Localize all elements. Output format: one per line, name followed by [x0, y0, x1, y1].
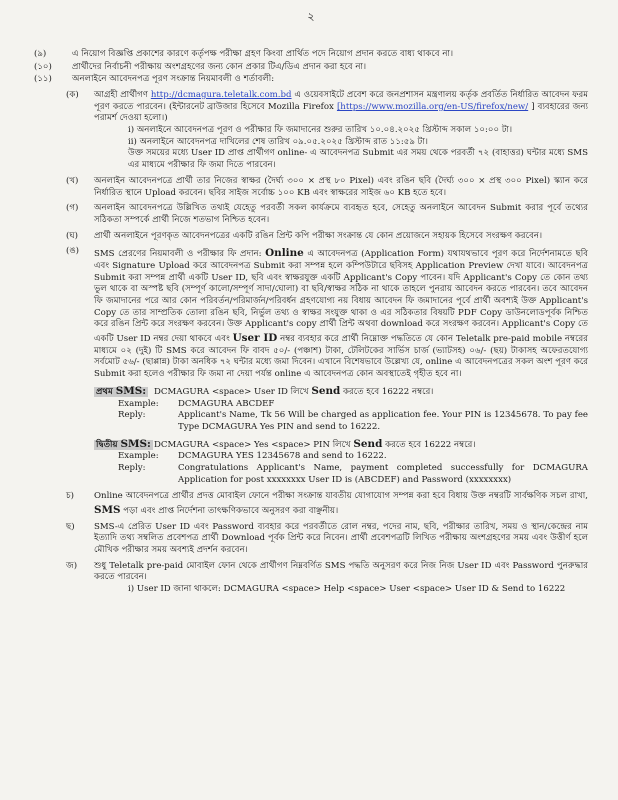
- list-item: [34, 62, 588, 74]
- section-label: (গ): [66, 203, 79, 214]
- section-label: জ): [66, 560, 78, 571]
- sms-rules-body-end: নম্বর ব্যবহার করে প্রার্থী নিম্নোক্ত পদ্ধতিতে যে কোন Teletalk pre-paid mobile নম্বরের মাধ্যমে ০২ (দুই) টি SMS করে আবেদন ফি বাবদ ৫০/- (পঞ্চাশ) টাকা, টেলিটকের সার্ভিস চার্জ (ভ্যাটসহ) ০৬/- (ছয়) টাকাসহ অফেরতযোগ্য সর্বমোট ৫৬/- (ছাপ্পান্ন) টাকা অনধিক ৭২ ঘন্টার মধ্যে জমা দিবেন। এখানে বিশেষভাবে উল্লেখ্য যে, online এ আবেদনপত্রের সকল অংশ পূরণ করে Submit করা হলেও পরীক্ষার ফি জমা না দেয়া পর্যন্ত online এ আবেদনপত্র কোন অবস্থাতেই গৃহীত হবে না।: [94, 334, 588, 380]
- first-sms-reply: Reply: Applicant's Name, Tk 56 Will be charged as application fee. Your PIN is 12345678. To pay fee Type DCMAGURA Yes PIN and send to 16222.: [118, 410, 588, 432]
- second-sms-format: DCMAGURA <space> Yes <space> PIN লিখে: [154, 439, 351, 450]
- user-id-recovery: i) User ID জানা থাকলে: DCMAGURA <space> Help <space> User <space> User ID & Send to 16222: [128, 584, 566, 595]
- sms-bold: SMS: [94, 504, 121, 517]
- section-ga: [34, 203, 588, 226]
- item-number: (১০): [34, 61, 52, 72]
- section-kha: [34, 176, 588, 199]
- second-sms-example: Example: DCMAGURA YES 12345678 and send to 16222.: [118, 451, 387, 462]
- section-text: অনলাইন আবেদনপত্রে প্রার্থী তার নিজের স্বাক্ষর (দৈর্ঘ্য ৩০০ × প্রস্থ ৮০ Pixel) এবং রঙিন ছবি (দৈর্ঘ্য ৩০০ × প্রস্থ ৩০০ Pixel) স্ক্যান করে নির্ধারিত স্থানে Upload করবেন। ছবির সাইজ সর্বোচ্চ ১০০ KB এবং স্বাক্ষরের সাইজ ৬০ KB হতে হবে।: [94, 175, 588, 198]
- section-ja: [34, 561, 588, 596]
- section-text: SMS-এ প্রেরিত User ID এবং Password ব্যবহার করে পরবর্তীতে রোল নম্বর, পদের নাম, ছবি, পরীক্ষার তারিখ, সময় ও স্থান/কেন্দ্রের নাম ইত্যাদি তথ্য সম্বলিত প্রবেশপত্র প্রার্থী Download পূর্বক প্রিন্ট করে নিবেন। প্রার্থী প্রবেশপত্রটি লিখিত পরীক্ষায় অংশগ্রহণের সময় এবং উত্তীর্ণ হলে মৌখিক পরীক্ষার সময় অবশ্যই প্রদর্শন করবেন।: [94, 521, 588, 556]
- section-uma: [34, 246, 588, 490]
- section-text: [94, 90, 588, 172]
- first-sms-label: প্রথম SMS:: [96, 384, 147, 397]
- item-text: এ নিয়োগ বিজ্ঞপ্তি প্রকাশের কারণে কর্তৃপক্ষ পরীক্ষা গ্রহণ কিংবা প্রার্থিত পদে নিয়োগ প্রদান করতে বাধ্য থাকবে না।: [72, 48, 454, 59]
- section-ka: [34, 90, 588, 172]
- section-chha: [34, 522, 588, 557]
- section-cha: [34, 491, 588, 517]
- item-text: প্রার্থীদের নির্বাচনী পরীক্ষায় অংশগ্রহণের জন্য কোন প্রকার টিএ/ডিএ প্রদান করা হবে না।: [72, 61, 367, 72]
- online-bold: Online: [265, 247, 304, 260]
- section-label: ছ): [66, 521, 75, 532]
- date-end: ii) অনলাইনে আবেদনপত্র দাখিলের শেষ তারিখ ০৯.০৫.২০২৫ খ্রিস্টাব্দ রাত ১১:৫৯ টা।: [128, 136, 428, 147]
- section-text: Online আবেদনপত্রে প্রার্থীর প্রদত্ত মোবাইল ফোনে পরীক্ষা সংক্রান্ত যাবতীয় যোগাযোগ সম্পন্ন করা হবে বিধায় উক্ত নম্বরটি সার্বক্ষণিক সচল রাখা, SMS পড়া এবং প্রাপ্ত নির্দেশনা তাৎক্ষণিকভাবে অনুসরণ করা বাঞ্ছনীয়।: [94, 491, 588, 517]
- section-text: শুধু Teletalk pre-paid মোবাইল ফোন থেকে প্রার্থীগণ নিম্নবর্ণিত SMS পদ্ধতি অনুসরণ করে নিজ নিজ User ID এবং Password পুনরুদ্ধার করতে পারবেন। i) User ID জানা থাকলে: DCMAGURA <space> Help <space> User <space> User ID & Send to 16222: [94, 560, 588, 595]
- sms-rules-body: এ আবেদনপত্র (Application Form) যথাযথভাবে পূরণ করে নির্দেশনামতে ছবি এবং Signature Upload করে আবেদনপত্র Submit করা সম্পন্ন হলে কম্পিউটারে ছবিসহ Application Preview দেখা যাবে। আবেদনপত্র Submit করা সম্পন্ন প্রার্থী একটি User ID, ছবি এবং স্বাক্ষরযুক্ত একটি Applicant's Copy পাবেন। যদি Applicant's Copy তে কোন তথ্য ভুল থাকে বা অস্পষ্ট ছবি (সম্পূর্ণ কালো/সম্পূর্ণ সাদা/ঘোলা) বা ছবি/স্বাক্ষর সঠিক না থাকে তাহলে পুনরায় আবেদন করতে পারবেন। তবে আবেদন ফি জমাদানের পরে আর কোন পরিবর্তন/পরিমার্জন/পরিবর্ধন গ্রহণযোগ্য নয় বিধায় আবেদন ফি জমাদানের পূর্বে প্রার্থী অবশ্যই উক্ত Applicant's Copy তে তার সাম্প্রতিক তোলা রঙিন ছবি, নির্ভুল তথ্য ও স্বাক্ষর সংযুক্ত থাকা ও এর সঠিকতার বিষয়টি PDF Copy ডাউনলোডপূর্বক নিশ্চিত করে রঙিন প্রিন্ট করে সংরক্ষণ করবেন। উক্ত Applicant's copy প্রার্থী প্রিন্ট অথবা download করে সংরক্ষণ করবেন। Applicant's Copy তে একটি User ID নম্বর দেয়া থাকবে এবং: [94, 249, 588, 345]
- first-sms-example: Example: DCMAGURA ABCDEF: [118, 398, 275, 409]
- user-id-bold: User ID: [232, 332, 278, 345]
- item-number: (৯): [34, 48, 47, 59]
- list-item: [34, 74, 588, 86]
- section-label: (ক): [66, 90, 79, 101]
- section-label: (ঙ): [66, 246, 80, 257]
- ka-intro: আগ্রহী প্রার্থীগণ: [94, 90, 148, 101]
- website-link[interactable]: http://dcmagura.teletalk.com.bd: [150, 90, 292, 101]
- fee-deadline-note: উক্ত সময়ের মধ্যে User ID প্রাপ্ত প্রার্থীগণ online- এ আবেদনপত্র Submit এর সময় থেকে পরবর্তী ৭২ (বাহাত্তর) ঘন্টার মধ্যে SMS এর মাধ্যমে পরীক্ষার ফি জমা দিতে পারবেন।: [128, 148, 588, 171]
- list-item: [34, 49, 588, 61]
- send-bold: Send: [353, 437, 383, 450]
- section-label: চ): [66, 491, 74, 502]
- section-text: প্রার্থী অনলাইনে পূরণকৃত আবেদনপত্রের একটি রঙিন প্রিন্ট কপি পরীক্ষা সংক্রান্ত যে কোন প্রয়োজনে সহায়ক হিসেবে সংরক্ষণ করবেন।: [94, 230, 543, 241]
- section-text: [94, 246, 588, 490]
- section-gha: [34, 231, 588, 243]
- sms-rules-title: SMS প্রেরণের নিয়মাবলী ও পরীক্ষার ফি প্রদান:: [94, 249, 262, 260]
- firefox-link[interactable]: [https://www.mozilla.org/en-US/firefox/new/: [336, 101, 529, 112]
- second-sms-label: দ্বিতীয় SMS:: [96, 437, 151, 450]
- first-sms-format: DCMAGURA <space> User ID লিখে: [154, 386, 309, 397]
- page-number: ২: [307, 10, 315, 23]
- item-number: (১১): [34, 74, 52, 85]
- date-start: i) অনলাইনে আবেদনপত্র পূরণ ও পরীক্ষার ফি জমাদানের শুরুর তারিখ ১০.০৪.২০২৫ খ্রিস্টাব্দ সকাল ১০:০০ টা।: [128, 125, 513, 136]
- item-text: অনলাইনে আবেদনপত্র পূরণ সংক্রান্ত নিয়মাবলী ও শর্তাবলী:: [72, 74, 275, 85]
- section-label: (ঘ): [66, 230, 79, 241]
- section-label: (খ): [66, 175, 79, 186]
- second-sms-reply: Reply: Congratulations Applicant's Name, payment completed successfully for DCMAGURA Application for post xxxxxxxx User ID is (ABCDEF) and Password (xxxxxxxx): [118, 462, 588, 485]
- send-bold: Send: [311, 384, 341, 397]
- ka-end: ] ব্যবহারের জন্য পরামর্শ দেওয়া হলো।): [94, 101, 588, 124]
- second-sms: দ্বিতীয় SMS: DCMAGURA <space> Yes <space> PIN লিখে Send করতে হবে 16222 নম্বরে।: [96, 437, 476, 450]
- first-sms: প্রথম SMS: DCMAGURA <space> User ID লিখে Send করতে হবে 16222 নম্বরে।: [96, 384, 434, 397]
- section-text: অনলাইন আবেদনপত্রে উল্লিখিত তথ্যই যেহেতু পরবর্তী সকল কার্যক্রমে ব্যবহৃত হবে, সেহেতু অনলাইনে আবেদন Submit করার পূর্বে তথ্যের সঠিকতা সম্পর্কে প্রার্থী নিজে শতভাগ নিশ্চিত হবেন।: [94, 203, 588, 225]
- ka-body: এ ওয়েবসাইটে প্রবেশ করে জনপ্রশাসন মন্ত্রণালয় কর্তৃক প্রবর্তিত নির্ধারিত আবেদন ফরম পূরণ করতে পারবেন। (ইন্টারনেট ব্রাউজার হিসেবে Mozilla Firefox: [94, 90, 588, 112]
